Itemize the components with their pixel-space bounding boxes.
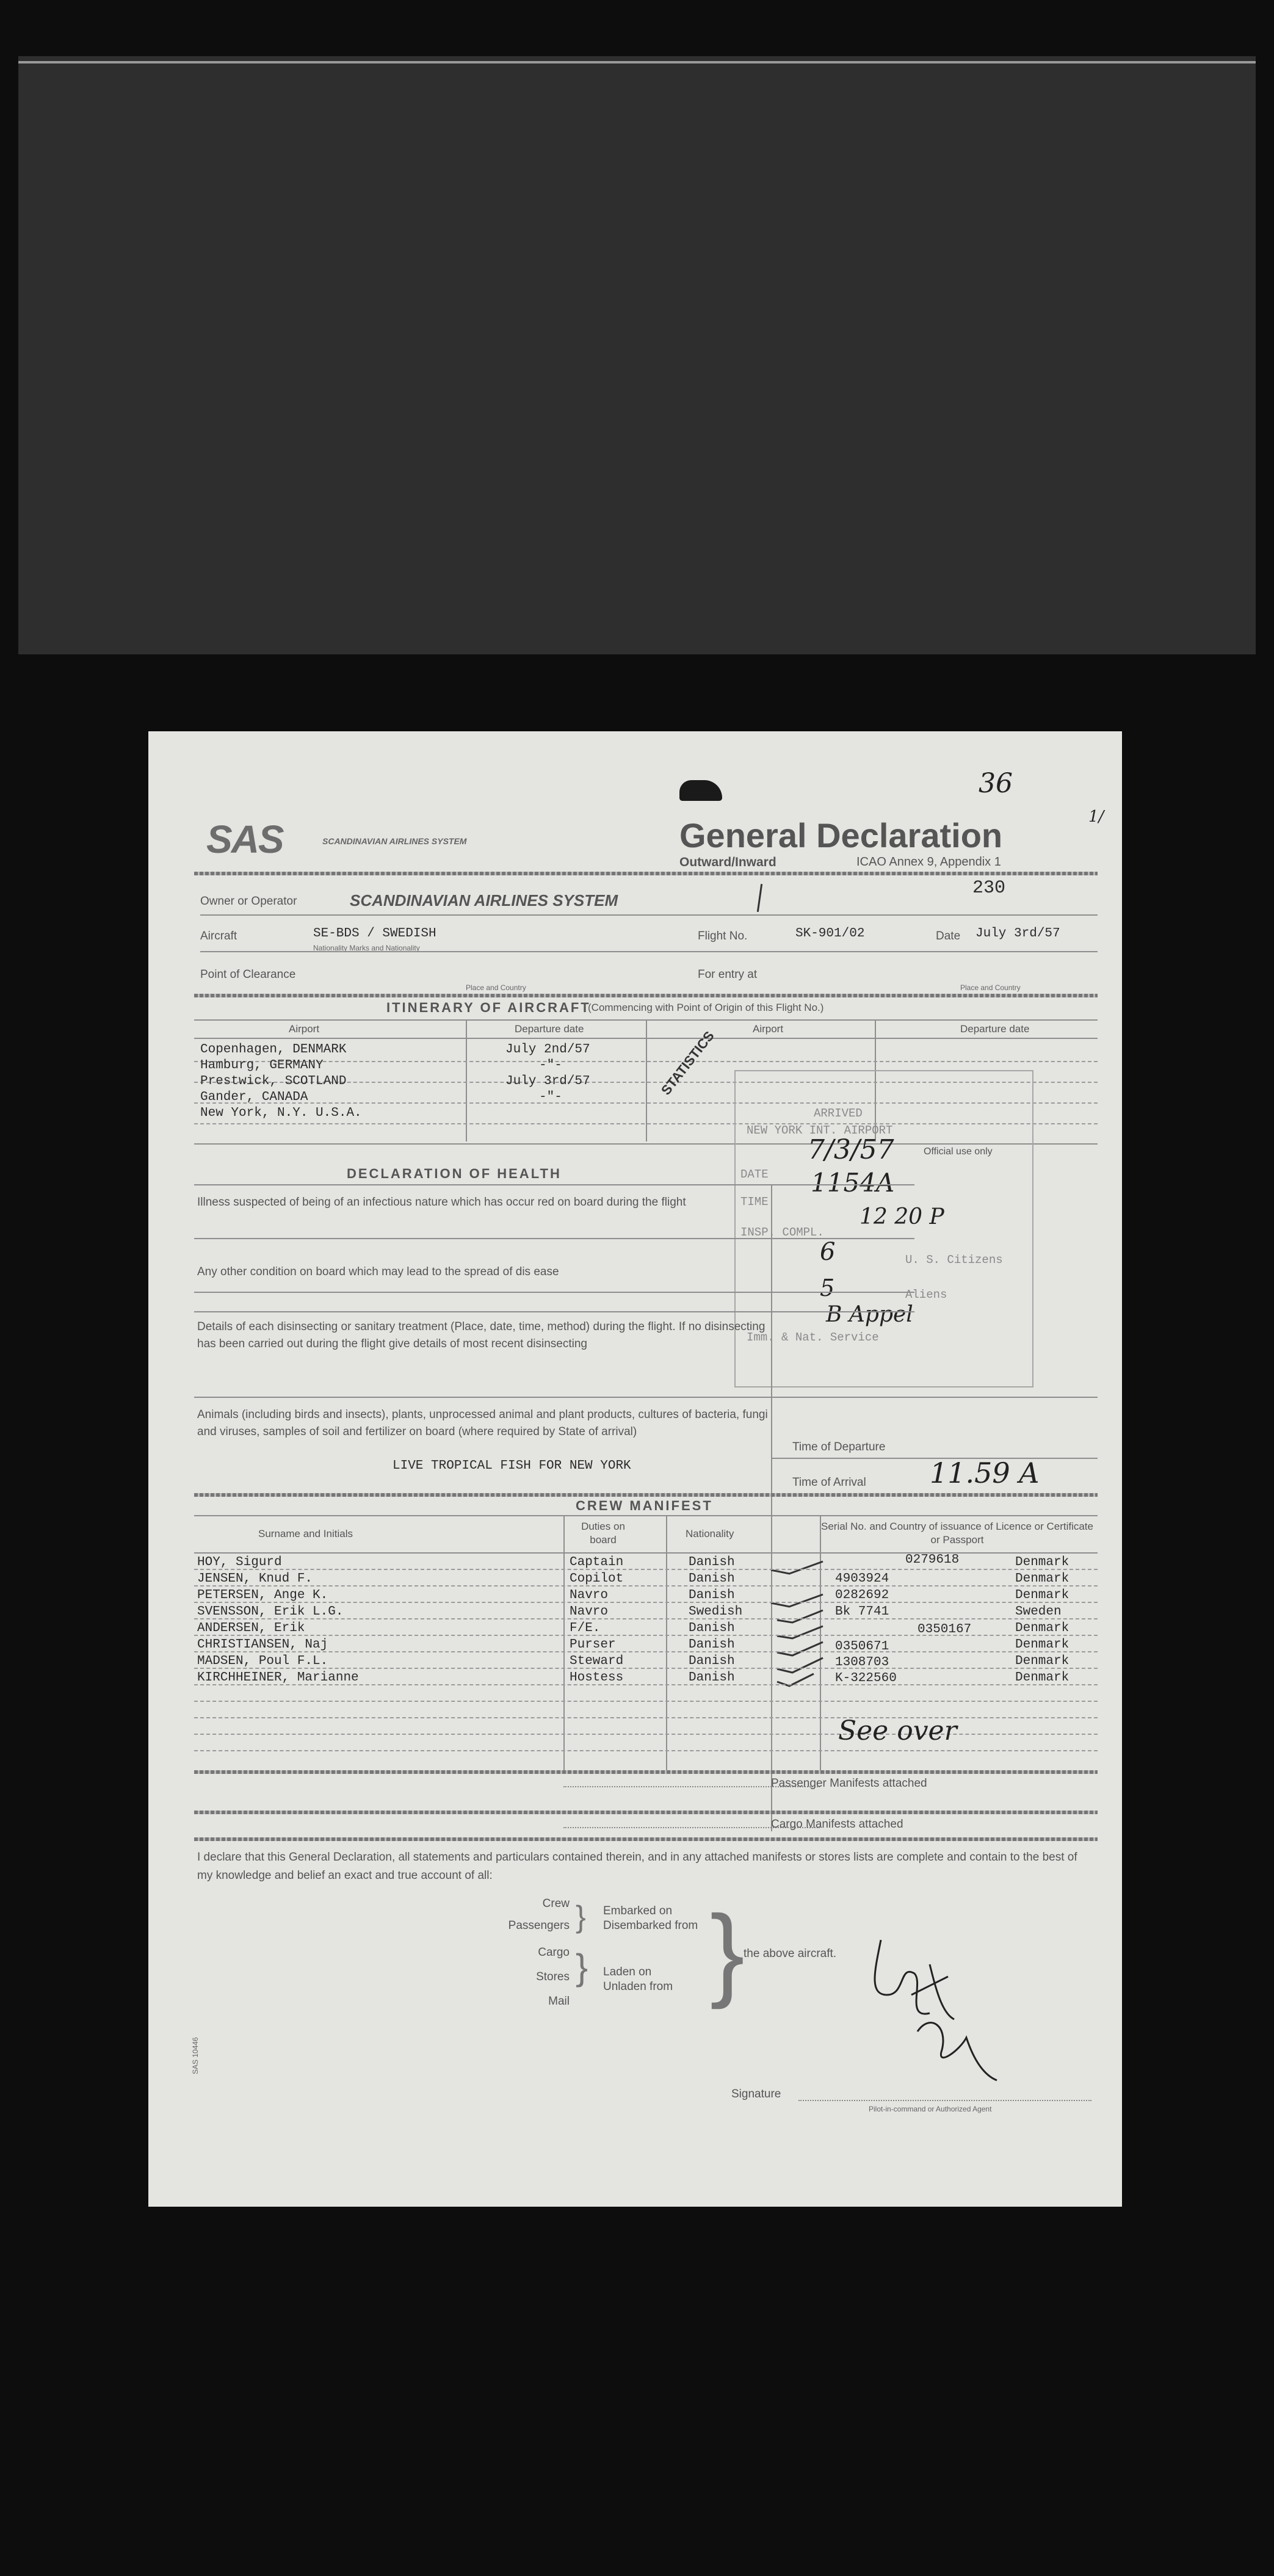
declaration-item: Passengers xyxy=(508,1919,570,1932)
crew-serial: 0279618 xyxy=(905,1553,960,1567)
brace-icon: } xyxy=(576,1947,588,1988)
clearance-label: Point of Clearance xyxy=(200,968,296,981)
col-airport-2: Airport xyxy=(753,1023,784,1035)
row-rule xyxy=(194,1734,1098,1735)
ink-blot xyxy=(679,780,722,801)
unladen-label: Unladen from xyxy=(603,1980,673,1993)
embarked-label: Embarked on xyxy=(603,1905,673,1917)
cargo-manifest: Cargo Manifests attached xyxy=(771,1818,903,1831)
crew-nationality: Swedish xyxy=(689,1605,743,1619)
crew-country: Sweden xyxy=(1015,1605,1062,1619)
itinerary-airport: Prestwick, SCOTLAND xyxy=(200,1074,347,1088)
crew-duty: Hostess xyxy=(570,1671,624,1685)
statistics-stamp: STATISTICS xyxy=(658,1028,717,1098)
owner-value: SCANDINAVIAN AIRLINES SYSTEM xyxy=(350,891,618,910)
place-caption-right: Place and Country xyxy=(960,983,1021,992)
rule xyxy=(194,1552,1098,1554)
crew-serial: Bk 7741 xyxy=(835,1605,889,1619)
crew-country: Denmark xyxy=(1015,1588,1070,1602)
corner-mark: 1/ xyxy=(1088,808,1104,826)
aircraft-label: Aircraft xyxy=(200,930,237,942)
crew-nationality: Danish xyxy=(689,1671,735,1685)
health-q3: Details of each disinsecting or sanitary treatment (Place, date, time, method) during the flight. If no disinsecting has been carried out during the flight give details of most recent disinsecting xyxy=(197,1320,765,1350)
health-q1: Illness suspected of being of an infectious nature which has occur red on board during the flight xyxy=(197,1196,686,1209)
declaration-item: Cargo xyxy=(538,1946,570,1959)
crew-serial: 1308703 xyxy=(835,1655,889,1670)
row-rule xyxy=(194,1618,1098,1619)
laden-label: Laden on xyxy=(603,1966,652,1978)
stamp-insp-label: INSP. COMPL. xyxy=(740,1226,824,1239)
crew-name: KIRCHHEINER, Marianne xyxy=(197,1671,359,1685)
crew-nationality: Danish xyxy=(689,1572,735,1586)
crew-col-name: Surname and Initials xyxy=(258,1528,353,1539)
row-rule xyxy=(194,1668,1098,1669)
signature-caption: Pilot-in-command or Authorized Agent xyxy=(869,2105,992,2113)
pilot-signature xyxy=(856,1928,1003,2086)
brace-icon: } xyxy=(576,1900,586,1934)
stamp-us-citizens: U. S. Citizens xyxy=(905,1253,1003,1267)
brace-icon: } xyxy=(710,1894,745,2010)
stamp-aliens-hand: 5 xyxy=(820,1275,835,1301)
crew-name: MADSEN, Poul F.L. xyxy=(197,1654,328,1668)
see-over-note: See over xyxy=(838,1715,957,1746)
stamp-us-hand: 6 xyxy=(820,1238,836,1266)
page-mark: 36 xyxy=(979,768,1013,799)
flight-label: Flight No. xyxy=(698,930,748,942)
col-airport: Airport xyxy=(289,1023,320,1035)
section-rule xyxy=(194,1493,1098,1497)
health-q4-value: LIVE TROPICAL FISH FOR NEW YORK xyxy=(393,1459,631,1473)
declaration-item: Crew xyxy=(542,1897,570,1910)
sas-logo: SAS xyxy=(206,817,283,861)
itinerary-airport: Gander, CANADA xyxy=(200,1090,308,1104)
stamp-insp-hand: 12 20 P xyxy=(860,1204,944,1229)
crew-country: Denmark xyxy=(1015,1621,1070,1635)
film-edge-line xyxy=(18,61,1256,63)
crew-col-duties: Duties on board xyxy=(581,1521,625,1546)
row-rule xyxy=(194,1750,1098,1751)
place-caption-left: Place and Country xyxy=(466,983,526,992)
crew-title: CREW MANIFEST xyxy=(576,1498,713,1513)
section-rule xyxy=(194,994,1098,997)
itinerary-note: (Commencing with Point of Origin of this Flight No.) xyxy=(588,1002,824,1013)
signature-label: Signature xyxy=(731,2088,781,2100)
crew-serial: 0350167 xyxy=(917,1623,972,1637)
stamp-arrived: ARRIVED xyxy=(814,1107,863,1120)
section-rule xyxy=(194,1837,1098,1841)
stamp-airport: NEW YORK INT. AIRPORT xyxy=(747,1124,893,1137)
itinerary-date: -"- xyxy=(539,1058,562,1073)
crew-duty: Steward xyxy=(570,1654,624,1668)
crew-col-serial: Serial No. and Country of issuance of Licence or Certificate or Passport xyxy=(820,1521,1093,1546)
stamp-date-label: DATE xyxy=(740,1168,769,1181)
col-divider xyxy=(563,1515,565,1771)
crew-name: ANDERSEN, Erik xyxy=(197,1621,305,1635)
itinerary-date: July 2nd/57 xyxy=(505,1043,590,1057)
stamp-aliens: Aliens xyxy=(905,1288,947,1301)
official-use: Official use only xyxy=(924,1146,993,1157)
flight-value: SK-901/02 xyxy=(795,927,865,941)
document-title: General Declaration xyxy=(679,816,1003,855)
crew-country: Denmark xyxy=(1015,1638,1070,1652)
col-divider xyxy=(666,1515,667,1771)
crew-name: CHRISTIANSEN, Naj xyxy=(197,1638,328,1652)
crew-country: Denmark xyxy=(1015,1555,1070,1569)
itinerary-airport: Hamburg, GERMANY xyxy=(200,1058,324,1073)
crew-serial: 4903924 xyxy=(835,1572,889,1586)
stamp-time-label: TIME xyxy=(740,1195,769,1209)
crew-country: Denmark xyxy=(1015,1572,1070,1586)
airline-tagline: SCANDINAVIAN AIRLINES SYSTEM xyxy=(322,836,467,846)
crew-nationality: Danish xyxy=(689,1654,735,1668)
declaration-text: I declare that this General Declaration, all statements and particulars contained therein, and in any attached manifests or stores lists are complete and contain to the best of my knowledge and belief an exact and true account of all: xyxy=(197,1851,1077,1882)
crew-country: Denmark xyxy=(1015,1671,1070,1685)
crew-name: SVENSSON, Erik L.G. xyxy=(197,1605,344,1619)
owner-label: Owner or Operator xyxy=(200,895,297,908)
film-background-top xyxy=(18,56,1256,654)
health-title: DECLARATION OF HEALTH xyxy=(347,1166,562,1181)
declaration-item: Stores xyxy=(536,1970,570,1983)
above-aircraft: the above aircraft. xyxy=(744,1947,837,1960)
crew-nationality: Danish xyxy=(689,1638,735,1652)
stamp-service: Imm. & Nat. Service xyxy=(747,1331,879,1344)
officer-signature: B Appel xyxy=(826,1302,913,1327)
crew-name: PETERSEN, Ange K. xyxy=(197,1588,328,1602)
health-q4: Animals (including birds and insects), plants, unprocessed animal and plant products, cultures of bacteria, fungi and viruses, samples of soil and fertilizer on board (where required by State of arrival) xyxy=(197,1408,768,1438)
declaration-number: 230 xyxy=(972,878,1006,899)
crew-duty: Navro xyxy=(570,1588,609,1602)
departure-time-label: Time of Departure xyxy=(792,1441,886,1453)
disembarked-label: Disembarked from xyxy=(603,1919,698,1932)
crew-name: JENSEN, Knud F. xyxy=(197,1572,313,1586)
itinerary-title: ITINERARY OF AIRCRAFT xyxy=(386,1000,591,1015)
itinerary-date: -"- xyxy=(539,1090,562,1104)
itinerary-airport: New York, N.Y. U.S.A. xyxy=(200,1106,362,1120)
row-rule xyxy=(194,1717,1098,1718)
date-label: Date xyxy=(936,930,961,942)
row-rule xyxy=(194,1651,1098,1652)
crew-serial: 0282692 xyxy=(835,1588,889,1602)
itinerary-date: July 3rd/57 xyxy=(505,1074,590,1088)
crew-serial: 0350671 xyxy=(835,1640,889,1654)
crew-duty: Purser xyxy=(570,1638,616,1652)
section-rule xyxy=(194,1811,1098,1814)
row-rule xyxy=(194,1061,1098,1062)
row-rule xyxy=(194,1684,1098,1685)
rule xyxy=(194,1238,914,1239)
aircraft-value: SE-BDS / SWEDISH xyxy=(313,927,436,941)
col-departure-2: Departure date xyxy=(960,1023,1030,1035)
document-subtitle: Outward/Inward xyxy=(679,855,776,869)
row-rule xyxy=(194,1585,1098,1586)
rule xyxy=(194,1311,914,1312)
crew-name: HOY, Sigurd xyxy=(197,1555,282,1569)
crew-nationality: Danish xyxy=(689,1621,735,1635)
crew-duty: Navro xyxy=(570,1605,609,1619)
crew-serial: K-322560 xyxy=(835,1671,897,1685)
date-value: July 3rd/57 xyxy=(975,927,1060,941)
arrival-time-label: Time of Arrival xyxy=(792,1476,866,1489)
tick-mark xyxy=(757,884,762,912)
row-rule xyxy=(194,1701,1098,1702)
stamp-time-hand: 1154A xyxy=(811,1168,895,1198)
passenger-manifest: Passenger Manifests attached xyxy=(771,1777,927,1790)
signature-line xyxy=(798,2088,1091,2101)
col-departure: Departure date xyxy=(515,1023,584,1035)
aircraft-caption: Nationality Marks and Nationality xyxy=(313,944,420,952)
rule xyxy=(194,1292,914,1293)
rule xyxy=(194,1397,1098,1398)
crew-country: Denmark xyxy=(1015,1654,1070,1668)
icao-reference: ICAO Annex 9, Appendix 1 xyxy=(856,855,1001,869)
crew-col-nationality: Nationality xyxy=(686,1528,734,1539)
crew-duty: Captain xyxy=(570,1555,624,1569)
header-rule xyxy=(194,872,1098,875)
rule xyxy=(200,914,1098,916)
crew-duty: Copilot xyxy=(570,1572,624,1586)
row-rule xyxy=(194,1602,1098,1603)
entry-label: For entry at xyxy=(698,968,758,981)
crew-nationality: Danish xyxy=(689,1588,735,1602)
row-rule xyxy=(194,1569,1098,1570)
rule xyxy=(194,1184,914,1185)
crew-duty: F/E. xyxy=(570,1621,601,1635)
itinerary-airport: Copenhagen, DENMARK xyxy=(200,1043,347,1057)
rule xyxy=(200,951,1098,952)
rule xyxy=(194,1515,1098,1516)
declaration-item: Mail xyxy=(548,1995,570,2008)
crew-nationality: Danish xyxy=(689,1555,735,1569)
stamp-date-hand: 7/3/57 xyxy=(808,1134,894,1165)
general-declaration-document xyxy=(148,731,1122,2207)
form-side-mark: SAS 10446 xyxy=(191,2037,200,2074)
health-q2: Any other condition on board which may lead to the spread of dis ease xyxy=(197,1265,559,1278)
row-rule xyxy=(194,1635,1098,1636)
arrival-time-hand: 11.59 A xyxy=(930,1456,1040,1489)
